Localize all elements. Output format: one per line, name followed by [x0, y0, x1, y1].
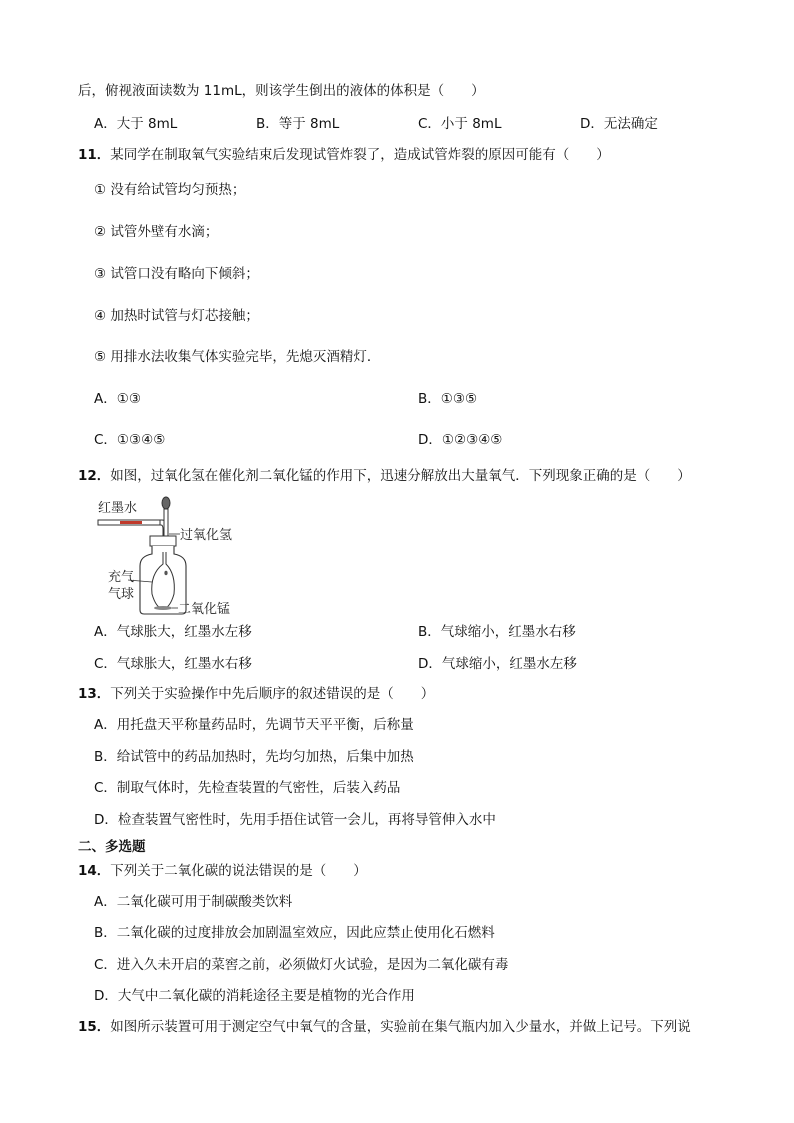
q14-stem-text: 下列关于二氧化碳的说法错误的是（ ） — [110, 863, 367, 879]
q12-number: 12． — [78, 468, 111, 484]
q12-stem — [78, 467, 691, 485]
label-mno2: 二氧化锰 — [178, 602, 231, 617]
q13-number: 13． — [78, 686, 111, 702]
q13-stem-text: 下列关于实验操作中先后顺序的叙述错误的是（ ） — [110, 686, 435, 702]
q14-option-d: D．大气中二氧化碳的消耗途径主要是植物的光合作用 — [94, 988, 415, 1004]
q14-number: 14． — [78, 863, 111, 879]
q12-option-a: A．气球胀大，红墨水左移 — [94, 624, 252, 640]
label-h2o2: 过氧化氢 — [180, 528, 233, 543]
q11-item-5: ⑤ 用排水法收集气体实验完毕，先熄灭酒精灯． — [94, 349, 381, 365]
q12-stem-text: 如图，过氧化氢在催化剂二氧化锰的作用下，迅速分解放出大量氧气．下列现象正确的是（ ） — [110, 468, 691, 484]
q14-option-b: B．二氧化碳的过度排放会加剧温室效应，因此应禁止使用化石燃料 — [94, 925, 495, 941]
label-balloon-1: 充气 — [108, 570, 135, 585]
label-red-ink: 红墨水 — [98, 501, 138, 516]
liquid-drop — [164, 571, 167, 575]
q13-option-b: B．给试管中的药品加热时，先均匀加热，后集中加热 — [94, 749, 414, 765]
q11-stem-text: 某同学在制取氧气实验结束后发现试管炸裂了，造成试管炸裂的原因可能有（ ） — [110, 147, 610, 163]
q10-option-a: A．大于 8mL — [94, 116, 178, 132]
q15-stem — [78, 1018, 691, 1036]
q15-number: 15． — [78, 1019, 111, 1035]
dropper-bulb — [162, 497, 170, 509]
q14-stem — [78, 862, 367, 880]
q14-option-a: A．二氧化碳可用于制碳酸类饮料 — [94, 894, 293, 910]
q11-item-1: ① 没有给试管均匀预热； — [94, 182, 246, 198]
q11-item-4: ④ 加热时试管与灯芯接触； — [94, 308, 259, 324]
q12-apparatus-figure — [90, 490, 250, 620]
q10-option-d: D．无法确定 — [580, 116, 658, 132]
label-balloon-2: 气球 — [108, 587, 135, 602]
mno2-powder — [154, 606, 172, 610]
q10-option-b: B．等于 8mL — [256, 116, 340, 132]
q13-option-a: A．用托盘天平称量药品时，先调节天平平衡，后称量 — [94, 717, 414, 733]
q11-item-3: ③ 试管口没有略向下倾斜； — [94, 266, 259, 282]
q12-option-c: C．气球胀大，红墨水右移 — [94, 656, 252, 672]
q13-option-d: D．检查装置气密性时，先用手捂住试管一会儿，再将导管伸入水中 — [94, 812, 496, 828]
q11-stem — [78, 146, 610, 164]
q11-item-2: ② 试管外壁有水滴； — [94, 224, 219, 240]
q11-option-d: D．①②③④⑤ — [418, 432, 503, 448]
q10-option-c: C．小于 8mL — [418, 116, 502, 132]
q11-option-c: C．①③④⑤ — [94, 432, 166, 448]
q15-stem-text: 如图所示装置可用于测定空气中氧气的含量，实验前在集气瓶内加入少量水，并做上记号。下列说 — [110, 1019, 691, 1035]
q14-option-c: C．进入久未开启的菜窖之前，必须做灯火试验，是因为二氧化碳有毒 — [94, 957, 509, 973]
section-title-multiple-choice: 二、多选题 — [78, 839, 146, 855]
q11-option-b: B．①③⑤ — [418, 391, 478, 407]
q10-stem-tail: 后，俯视液面读数为 11mL，则该学生倒出的液体的体积是（ ） — [78, 83, 485, 99]
bottle-stopper — [150, 536, 176, 546]
q11-number: 11． — [78, 147, 111, 163]
q11-option-a: A．①③ — [94, 391, 141, 407]
q13-stem — [78, 685, 434, 703]
q13-option-c: C．制取气体时，先检查装置的气密性，后装入药品 — [94, 780, 401, 796]
q12-option-b: B．气球缩小，红墨水右移 — [418, 624, 576, 640]
q12-option-d: D．气球缩小，红墨水左移 — [418, 656, 577, 672]
